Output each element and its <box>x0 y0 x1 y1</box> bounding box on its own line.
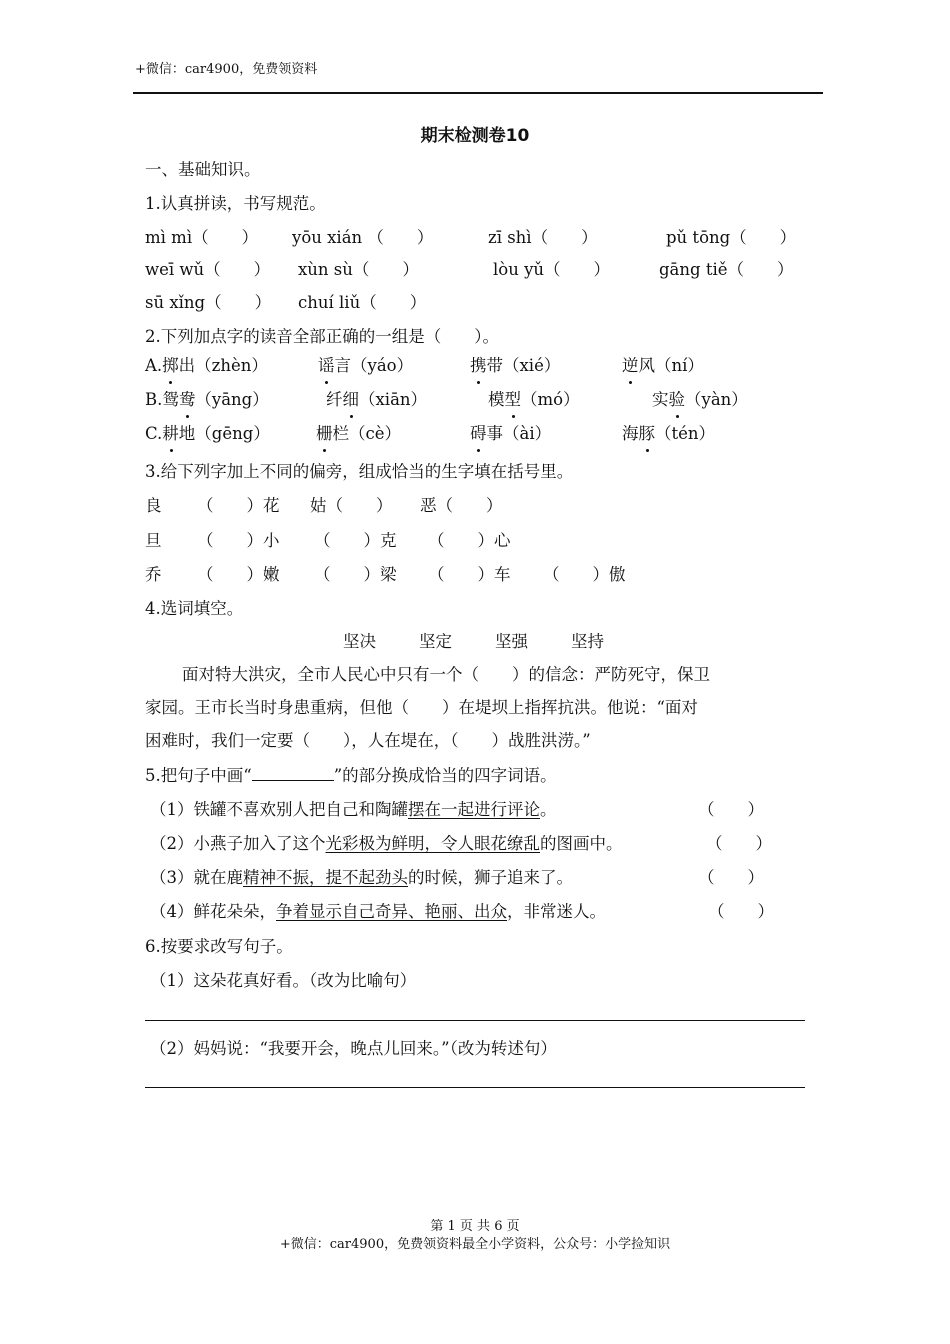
q5-answer: （ ） <box>698 868 764 887</box>
q3-blank: （ ）克 <box>314 531 397 550</box>
q3-blank: 姑（ ） <box>310 496 393 515</box>
q2-option-b2: 纤细（xiān） <box>326 386 427 410</box>
word-choice: 坚定 <box>419 632 452 651</box>
q2-option-c4: 海豚（tén） <box>622 420 715 444</box>
q3-char: 旦 <box>145 531 162 550</box>
q3-blank: （ ）嫩 <box>197 565 280 584</box>
q4-passage-line: 家园。王市长当时身患重病，但他（ ）在堤坝上指挥抗洪。他说：“面对 <box>145 698 698 717</box>
q2-option-b1: B.鸳鸯（yāng） <box>145 386 269 410</box>
q4-passage-line: 困难时，我们一定要（ ），人在堤在，（ ）战胜洪涝。” <box>145 731 591 750</box>
pinyin-item: weī wǔ（ ） <box>145 260 271 279</box>
pinyin-item: xùn sù（ ） <box>298 260 419 279</box>
pinyin-item: yōu xián （ ） <box>292 228 434 247</box>
q6-label: 6.按要求改写句子。 <box>145 937 293 956</box>
q2-option-b3: 模型（mó） <box>488 386 580 410</box>
pinyin-item: zī shì（ ） <box>488 228 598 247</box>
header-rule <box>133 92 823 94</box>
q3-label: 3.给下列字加上不同的偏旁，组成恰当的生字填在括号里。 <box>145 462 574 481</box>
q3-char: 乔 <box>145 565 162 584</box>
q3-blank: （ ）小 <box>197 531 280 550</box>
q3-blank: （ ）梁 <box>314 565 397 584</box>
q5-item: （3）就在鹿精神不振，提不起劲头的时候，狮子追来了。 <box>150 868 573 887</box>
q2-option-b4: 实验（yàn） <box>652 386 748 410</box>
footer-watermark: +微信：car4900，免费领资料最全小学资料，公众号：小学捡知识 <box>279 1237 671 1252</box>
pinyin-item: lòu yǔ（ ） <box>493 260 611 279</box>
section-heading: 一、基础知识。 <box>145 160 261 179</box>
q2-option-a2: 谣言（yáo） <box>318 352 413 376</box>
q1-label: 1.认真拼读，书写规范。 <box>145 194 326 213</box>
q2-option-c1: C.耕地（gēng） <box>145 420 270 444</box>
q3-blank: （ ）心 <box>428 531 511 550</box>
q5-answer: （ ） <box>706 834 772 853</box>
q2-option-a4: 逆风（ní） <box>622 352 704 376</box>
q4-label: 4.选词填空。 <box>145 599 244 618</box>
q5-item: （4）鲜花朵朵，争着显示自己奇异、艳丽、出众，非常迷人。 <box>150 902 606 921</box>
pinyin-item: pǔ tōng（ ） <box>666 228 797 247</box>
word-choice: 坚决 <box>343 632 376 651</box>
blank-line <box>252 766 334 781</box>
q5-item: （1）铁罐不喜欢别人把自己和陶罐摆在一起进行评论。 <box>150 800 557 819</box>
q3-char: 良 <box>145 496 162 515</box>
q5-answer: （ ） <box>708 902 774 921</box>
q2-label: 2.下列加点字的读音全部正确的一组是（ ）。 <box>145 327 499 346</box>
q2-option-c2: 栅栏（cè） <box>316 420 401 444</box>
pinyin-item: chuí liǔ（ ） <box>298 293 427 312</box>
q2-option-a1: A.掷出（zhèn） <box>145 352 268 376</box>
pinyin-item: mì mì（ ） <box>145 228 259 247</box>
q4-passage-line: 面对特大洪灾，全市人民心中只有一个（ ）的信念：严防死守，保卫 <box>182 665 710 684</box>
pinyin-item: gāng tiě（ ） <box>659 260 794 279</box>
q2-option-a3: 携带（xié） <box>470 352 560 376</box>
page-number: 第 1 页 共 6 页 <box>430 1219 520 1234</box>
answer-line <box>145 1087 805 1088</box>
q3-blank: 恶（ ） <box>420 496 503 515</box>
q5-label: 5.把句子中画“ ”的部分换成恰当的四字词语。 <box>145 766 557 785</box>
word-choice: 坚强 <box>495 632 528 651</box>
q5-answer: （ ） <box>698 800 764 819</box>
q6-item: （1）这朵花真好看。（改为比喻句） <box>150 971 417 990</box>
q3-blank: （ ）车 <box>428 565 511 584</box>
q3-blank: （ ）花 <box>197 496 280 515</box>
q6-item: （2）妈妈说：“我要开会，晚点儿回来。”（改为转述句） <box>150 1039 557 1058</box>
pinyin-item: sū xǐng（ ） <box>145 293 272 312</box>
page-title: 期末检测卷10 <box>420 126 530 146</box>
q3-blank: （ ）傲 <box>543 565 626 584</box>
q5-item: （2）小燕子加入了这个光彩极为鲜明，令人眼花缭乱的图画中。 <box>150 834 623 853</box>
header-watermark: +微信：car4900，免费领资料 <box>135 62 318 77</box>
word-choice: 坚持 <box>571 632 604 651</box>
q2-option-c3: 碍事（ài） <box>470 420 551 444</box>
answer-line <box>145 1020 805 1021</box>
